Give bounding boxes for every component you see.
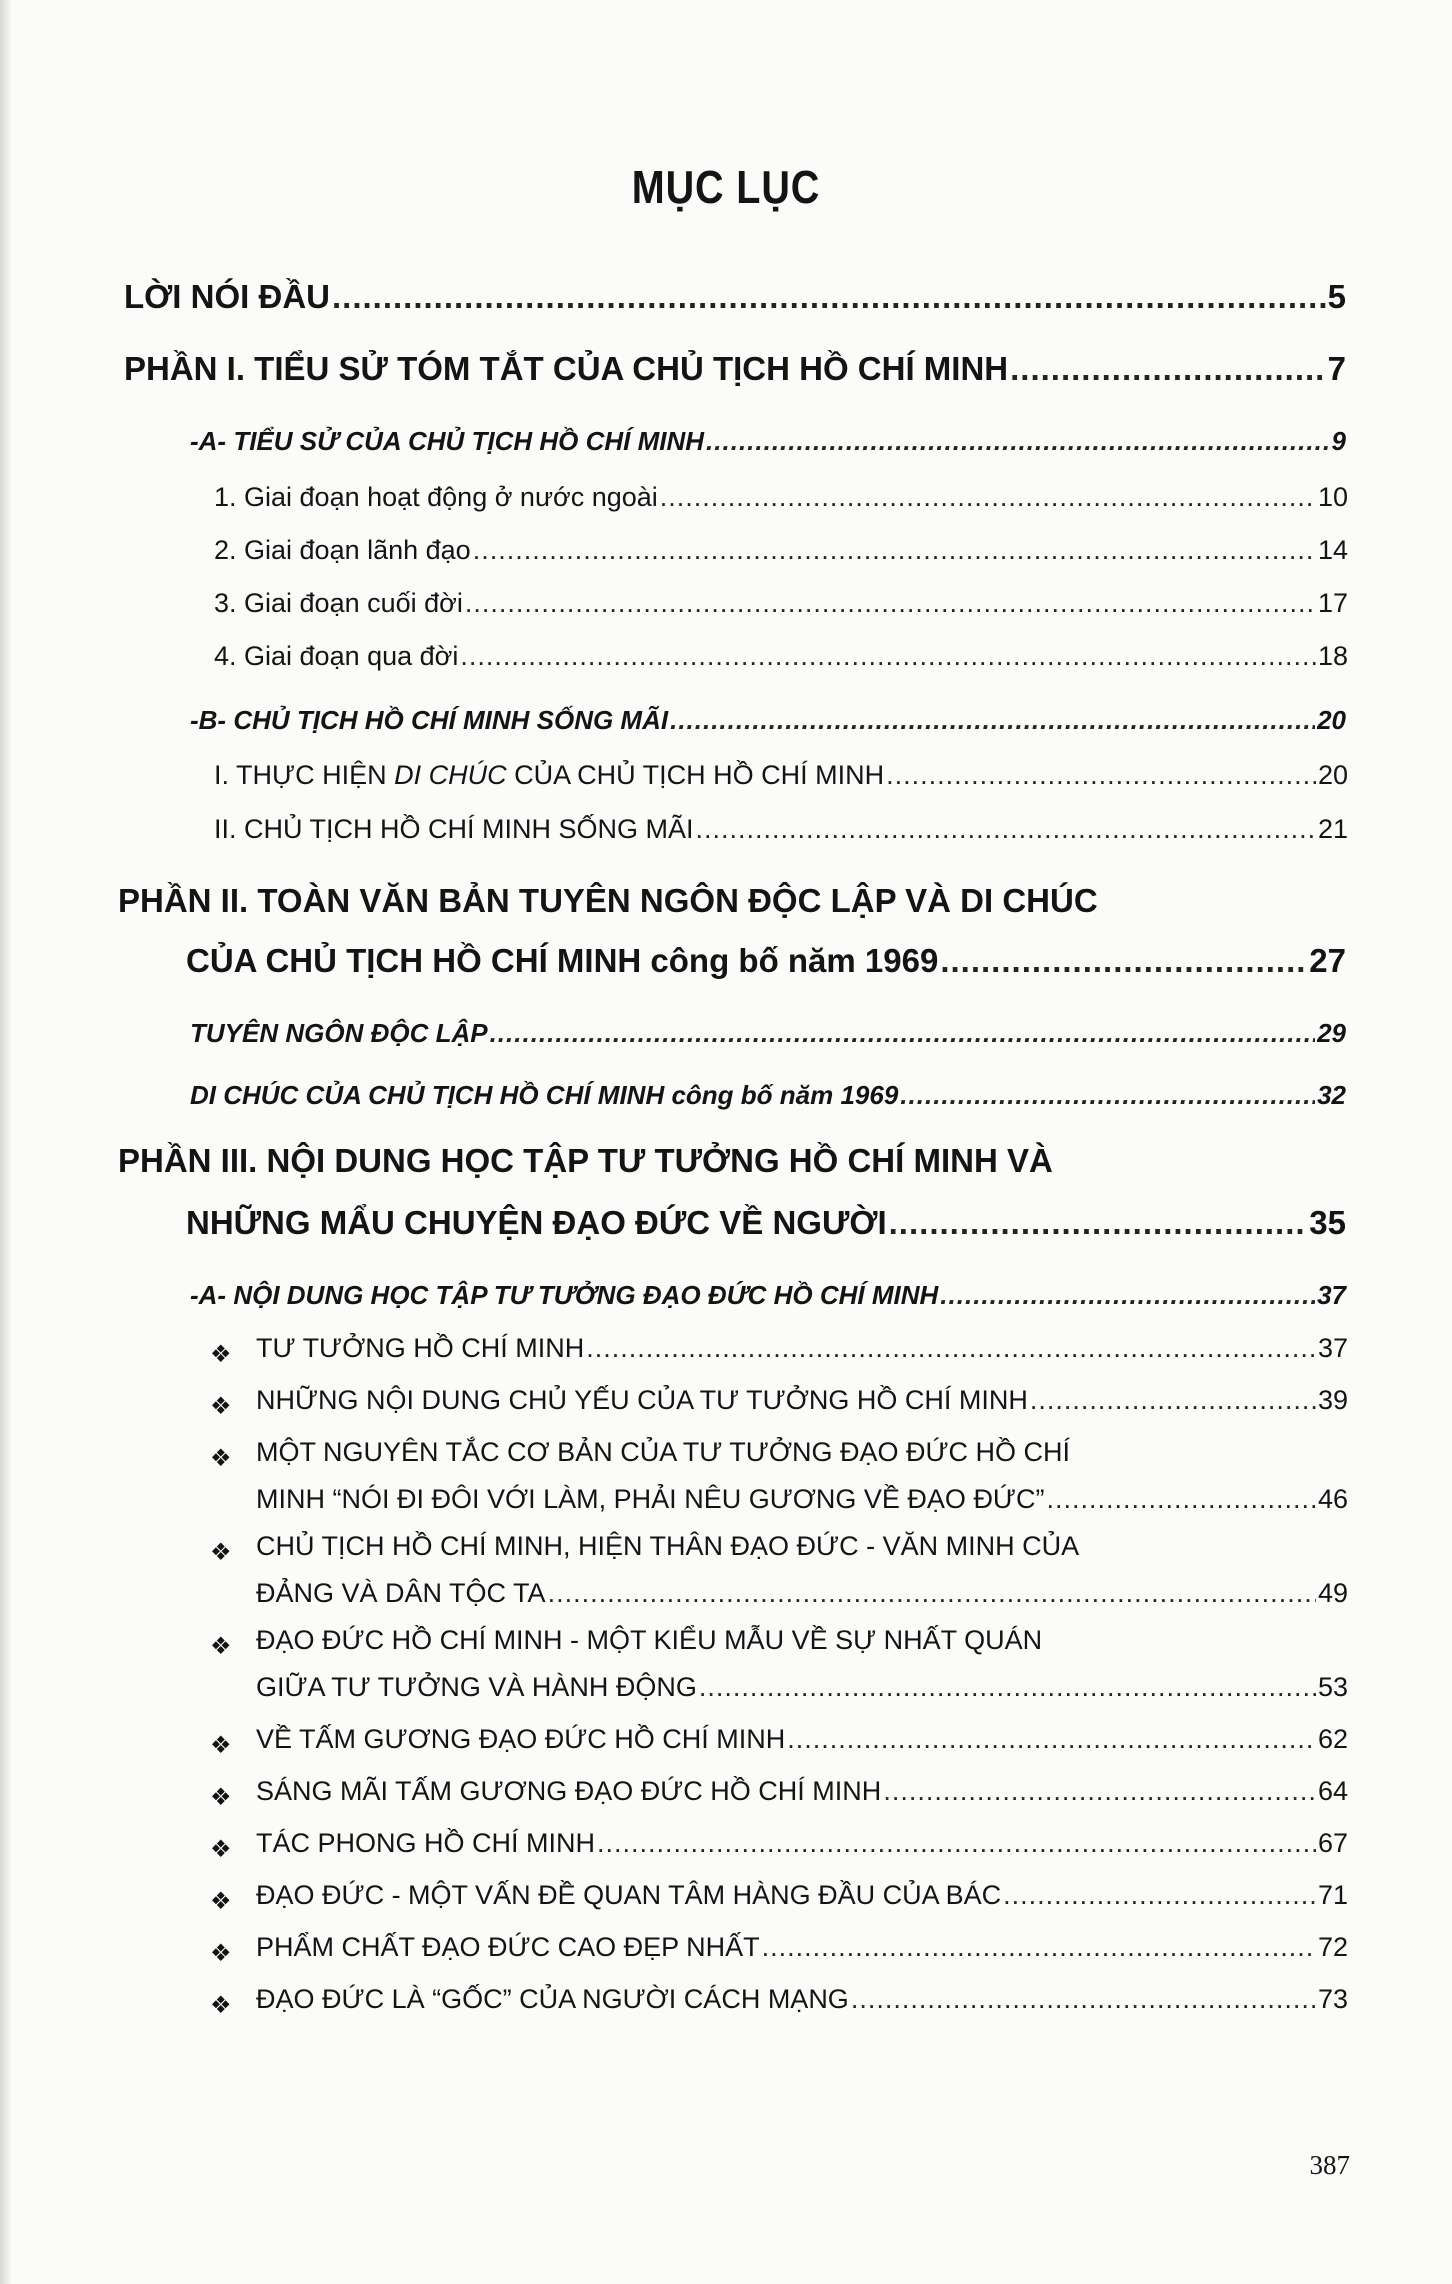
toc-entry-phan-3[interactable]: NHỮNG MẨU CHUYỆN ĐẠO ĐỨC VỀ NGƯỜI ..... 35 — [186, 1204, 1346, 1242]
dot-leader — [597, 1828, 1316, 1859]
dot-leader — [762, 1932, 1316, 1963]
toc-entry-loi-noi-dau[interactable]: LỜI NÓI ĐẦU ..... 5 — [124, 278, 1346, 316]
toc-entry-section-3a[interactable]: -A- NỘI DUNG HỌC TẬP TƯ TƯỞNG ĐẠO ĐỨC HỒ CHÍ MINH ..... 37 — [190, 1280, 1346, 1311]
dot-leader — [706, 426, 1329, 457]
page-number: 49 — [1317, 1578, 1348, 1608]
toc-entry-a-2[interactable]: NHỮNG NỘI DUNG CHỦ YẾU CỦA TƯ TƯỞNG HỒ CHÍ MINH ..... 39 — [256, 1385, 1348, 1416]
dot-leader — [940, 1280, 1315, 1311]
bullet-diamond-icon: ❖ — [210, 1732, 232, 1759]
page-footer-number: 387 — [1309, 2150, 1350, 2180]
dot-leader — [548, 1578, 1316, 1609]
page-title: MỤC LỤC — [631, 161, 821, 213]
dot-leader — [699, 1672, 1316, 1703]
bullet-diamond-icon: ❖ — [210, 1940, 232, 1967]
page-number: 21 — [1317, 814, 1348, 844]
toc-entry-a-6[interactable]: VỀ TẤM GƯƠNG ĐẠO ĐỨC HỒ CHÍ MINH ..... 62 — [256, 1724, 1348, 1755]
page-number: 62 — [1317, 1724, 1348, 1754]
toc-entry-tuyen-ngon[interactable]: TUYÊN NGÔN ĐỘC LẬP ..... 29 — [190, 1018, 1346, 1049]
toc-entry-di-chuc[interactable]: DI CHÚC CỦA CHỦ TỊCH HỒ CHÍ MINH công bố năm 1969 ..... 32 — [190, 1080, 1346, 1111]
page-number: 72 — [1317, 1932, 1348, 1962]
dot-leader — [332, 278, 1326, 316]
toc-entry-a-4[interactable]: ĐẢNG VÀ DÂN TỘC TA ..... 49 — [256, 1578, 1348, 1609]
page-number: 53 — [1317, 1672, 1348, 1702]
toc-entry-section-1b[interactable]: -B- CHỦ TỊCH HỒ CHÍ MINH SỐNG MÃI ..... 20 — [190, 705, 1346, 736]
page-number: 37 — [1317, 1333, 1348, 1363]
toc-entry-a-11[interactable]: ĐẠO ĐỨC LÀ “GỐC” CỦA NGƯỜI CÁCH MẠNG ..... 73 — [256, 1984, 1348, 2015]
toc-entry-b-1[interactable]: I. THỰC HIỆN DI CHÚC CỦA CHỦ TỊCH HỒ CHÍ MINH ..... 20 — [214, 760, 1348, 791]
page-number: 9 — [1331, 426, 1346, 456]
toc-entry-section-1a[interactable]: -A- TIỂU SỬ CỦA CHỦ TỊCH HỒ CHÍ MINH ..... 9 — [190, 426, 1346, 457]
dot-leader — [787, 1724, 1316, 1755]
toc-entry-phan-3-line1: PHẦN III. NỘI DUNG HỌC TẬP TƯ TƯỞNG HỒ CHÍ MINH VÀ — [118, 1142, 1053, 1179]
dot-leader — [660, 482, 1316, 513]
toc-entry-a-10[interactable]: PHẨM CHẤT ĐẠO ĐỨC CAO ĐẸP NHẤT ..... 72 — [256, 1932, 1348, 1963]
toc-entry-a-9[interactable]: ĐẠO ĐỨC - MỘT VẤN ĐỀ QUAN TÂM HÀNG ĐẦU CỦA BÁC ..... 71 — [256, 1880, 1348, 1911]
toc-entry-1-2[interactable]: 2. Giai đoạn lãnh đạo ..... 14 — [214, 535, 1348, 566]
page-edge-shadow — [0, 0, 12, 2284]
toc-entry-a-1[interactable]: TƯ TƯỞNG HỒ CHÍ MINH ..... 37 — [256, 1333, 1348, 1364]
dot-leader — [1046, 1484, 1315, 1515]
page-number: 73 — [1317, 1984, 1348, 2014]
page-number: 14 — [1317, 535, 1348, 565]
dot-leader — [586, 1333, 1316, 1364]
toc-entry-a-5-line1: ĐẠO ĐỨC HỒ CHÍ MINH - MỘT KIỂU MẪU VỀ SỰ NHẤT QUÁN — [256, 1625, 1043, 1655]
page-number: 27 — [1309, 942, 1346, 979]
page-number: 39 — [1317, 1385, 1348, 1415]
dot-leader — [851, 1984, 1316, 2015]
page-number: 10 — [1317, 482, 1348, 512]
dot-leader — [473, 535, 1316, 566]
toc-entry-a-7[interactable]: SÁNG MÃI TẤM GƯƠNG ĐẠO ĐỨC HỒ CHÍ MINH ..... 64 — [256, 1776, 1348, 1807]
toc-entry-1-1[interactable]: 1. Giai đoạn hoạt động ở nước ngoài ..... 10 — [214, 482, 1348, 513]
page-number: 32 — [1317, 1080, 1346, 1110]
dot-leader — [1010, 350, 1326, 388]
page-number: 29 — [1317, 1018, 1346, 1048]
toc-entry-phan-2-line1: PHẦN II. TOÀN VĂN BẢN TUYÊN NGÔN ĐỘC LẬP VÀ DI CHÚC — [118, 882, 1098, 919]
dot-leader — [900, 1080, 1315, 1111]
toc-entry-a-5[interactable]: GIỮA TƯ TƯỞNG VÀ HÀNH ĐỘNG ..... 53 — [256, 1672, 1348, 1703]
toc-entry-a-3-line1: MỘT NGUYÊN TẮC CƠ BẢN CỦA TƯ TƯỞNG ĐẠO ĐỨC HỒ CHÍ — [256, 1437, 1071, 1467]
toc-entry-a-4-line1: CHỦ TỊCH HỒ CHÍ MINH, HIỆN THÂN ĐẠO ĐỨC - VĂN MINH CỦA — [256, 1531, 1080, 1561]
dot-leader — [696, 814, 1316, 845]
bullet-diamond-icon: ❖ — [210, 1992, 232, 2019]
page-number: 71 — [1317, 1880, 1348, 1910]
page-number: 35 — [1309, 1204, 1346, 1241]
toc-entry-1-4[interactable]: 4. Giai đoạn qua đời ..... 18 — [214, 641, 1348, 672]
bullet-diamond-icon: ❖ — [210, 1393, 232, 1420]
toc-entry-phan-1[interactable]: PHẦN I. TIỂU SỬ TÓM TẮT CỦA CHỦ TỊCH HỒ CHÍ MINH ..... 7 — [124, 350, 1346, 388]
dot-leader — [670, 705, 1315, 736]
toc-entry-phan-2[interactable]: CỦA CHỦ TỊCH HỒ CHÍ MINH công bố năm 1969 ..... 27 — [186, 942, 1346, 980]
dot-leader — [940, 942, 1307, 980]
bullet-diamond-icon: ❖ — [210, 1836, 232, 1863]
dot-leader — [490, 1018, 1316, 1049]
bullet-diamond-icon: ❖ — [210, 1445, 232, 1472]
page-number: 37 — [1317, 1280, 1346, 1310]
dot-leader — [889, 1204, 1308, 1242]
dot-leader — [886, 760, 1316, 791]
bullet-diamond-icon: ❖ — [210, 1888, 232, 1915]
bullet-diamond-icon: ❖ — [210, 1341, 232, 1368]
dot-leader — [1030, 1385, 1316, 1416]
page-number: 18 — [1317, 641, 1348, 671]
dot-leader — [465, 588, 1316, 619]
toc-entry-a-3[interactable]: MINH “NÓI ĐI ĐÔI VỚI LÀM, PHẢI NÊU GƯƠNG VỀ ĐẠO ĐỨC” ..... 46 — [256, 1484, 1348, 1515]
page-number: 67 — [1317, 1828, 1348, 1858]
page-number: 17 — [1317, 588, 1348, 618]
toc-entry-1-3[interactable]: 3. Giai đoạn cuối đời ..... 17 — [214, 588, 1348, 619]
dot-leader — [1003, 1880, 1316, 1911]
toc-entry-b-2[interactable]: II. CHỦ TỊCH HỒ CHÍ MINH SỐNG MÃI ..... 21 — [214, 814, 1348, 845]
page-number: 7 — [1327, 350, 1346, 387]
page-number: 64 — [1317, 1776, 1348, 1806]
page-number: 20 — [1317, 760, 1348, 790]
page-number: 20 — [1317, 705, 1346, 735]
bullet-diamond-icon: ❖ — [210, 1784, 232, 1811]
bullet-diamond-icon: ❖ — [210, 1539, 232, 1566]
bullet-diamond-icon: ❖ — [210, 1633, 232, 1660]
toc-entry-a-8[interactable]: TÁC PHONG HỒ CHÍ MINH ..... 67 — [256, 1828, 1348, 1859]
dot-leader — [460, 641, 1316, 672]
dot-leader — [883, 1776, 1316, 1807]
page-number: 5 — [1327, 278, 1346, 315]
page-number: 46 — [1317, 1484, 1348, 1514]
